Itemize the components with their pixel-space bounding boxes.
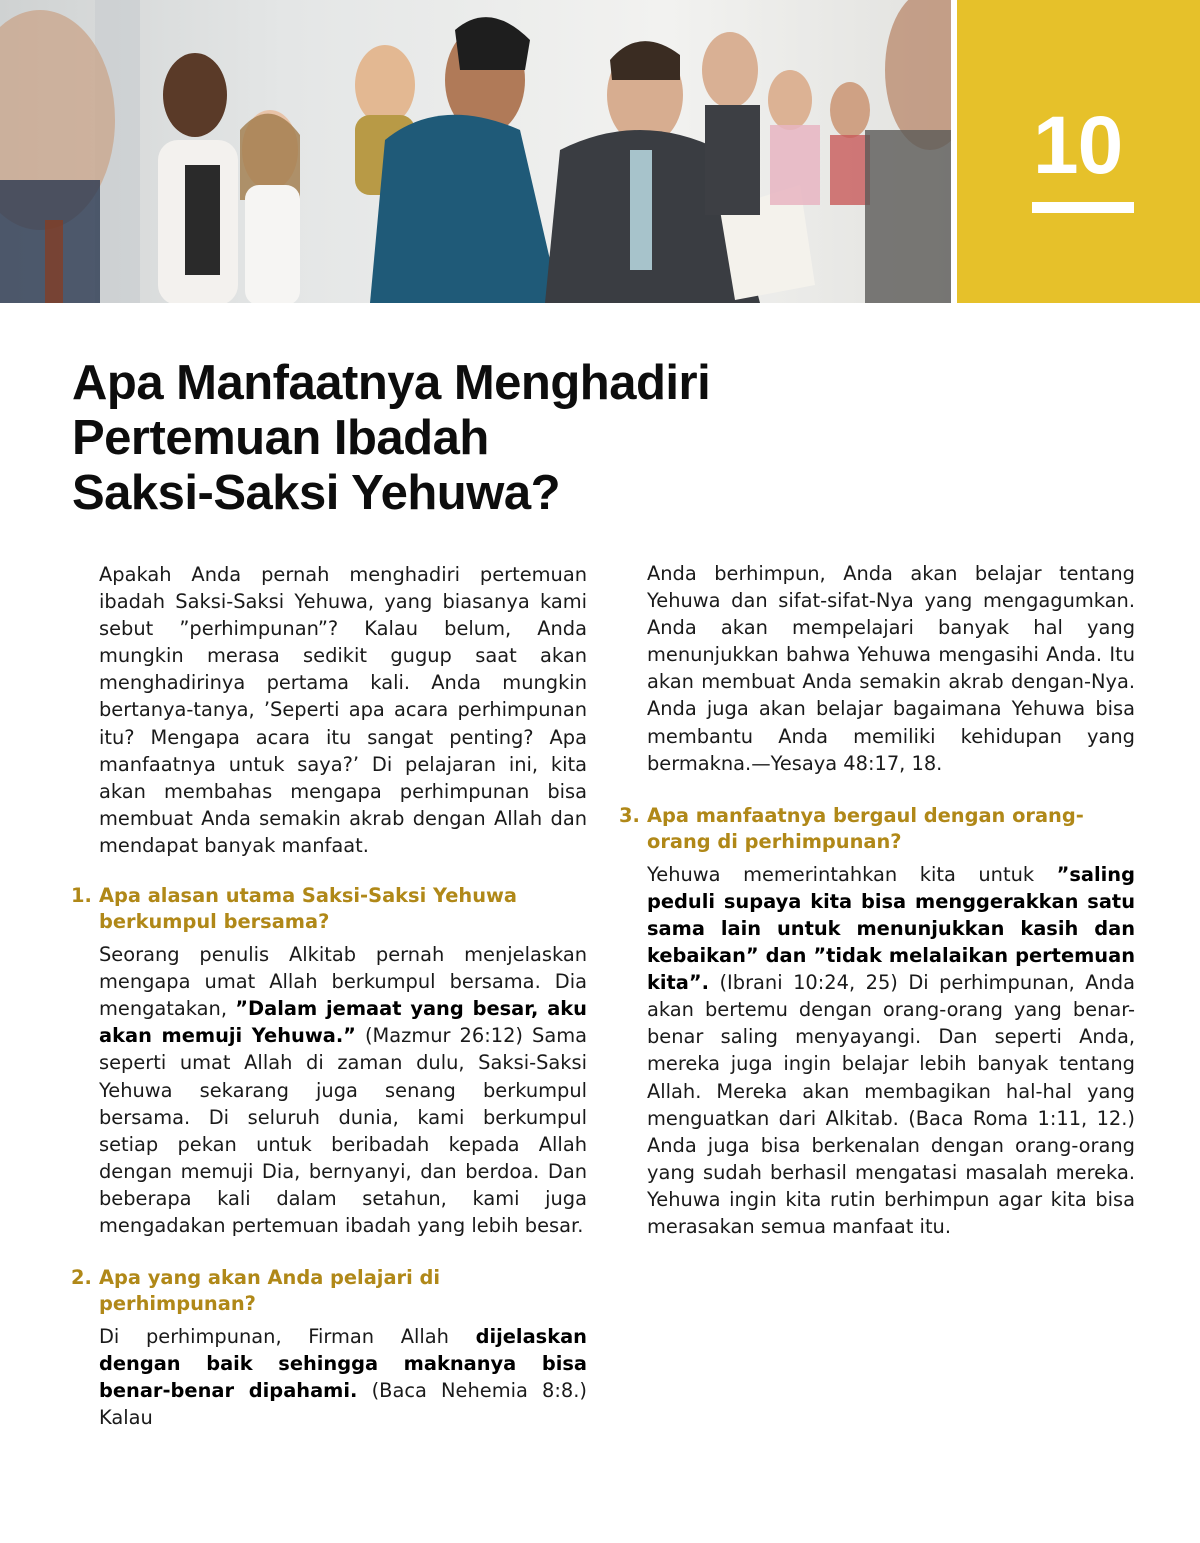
question-heading-2 [71, 1265, 587, 1317]
question-number: 1. [71, 884, 92, 908]
answer-paragraph-2 [99, 1323, 587, 1431]
congregation-photo [0, 0, 951, 303]
question-heading-3 [619, 803, 1135, 855]
question-text: Apa alasan utama Saksi-Saksi Yehuwa berkumpul bersama? [99, 884, 518, 934]
text-run: Di perhimpunan, Firman Allah [99, 1325, 476, 1349]
right-column [619, 560, 1135, 1240]
text-run: (Ibrani 10:24, 25) Di perhimpunan, Anda akan bertemu dengan orang-orang yang benar-benar saling menyayangi. Dan seperti Anda, mereka juga ingin belajar lebih banyak tentang Allah. Mereka akan membagikan hal-hal yang menguatkan dari Alkitab. (Baca Roma 1:11, 12.) Anda juga bisa berkenalan dengan orang-orang yang sudah berhasil mengatasi masalah mereka. Yehuwa ingin kita rutin berhimpun agar kita bisa merasakan semua manfaat itu. [647, 971, 1135, 1238]
intro-paragraph: Apakah Anda pernah menghadiri pertemuan ibadah Saksi-Saksi Yehuwa, yang biasanya kami sebut ”perhimpunan”? Kalau belum, Anda mungkin merasa sedikit gugup saat akan menghadirinya pertama kali. Anda mungkin bertanya-tanya, ’Seperti apa acara perhimpunan itu? Mengapa acara itu sangat penting? Apa manfaatnya untuk saya?’ Di pelajaran ini, kita akan membahas mengapa perhimpunan bisa membuat Anda semakin akrab dengan Allah dan mendapat banyak manfaat. [99, 563, 587, 857]
answer-paragraph-2-continued: Anda berhimpun, Anda akan belajar tentang Yehuwa dan sifat-sifat-Nya yang mengagumkan. Anda akan mempelajari banyak hal yang menunjukkan bahwa Yehuwa mengasihi Anda. Itu akan membuat Anda semakin akrab dengan-Nya. Anda juga akan belajar bagaimana Yehuwa bisa membantu Anda memiliki kehidupan yang bermakna.—Yesaya 48:17, 18. [647, 562, 1135, 775]
answer-paragraph-1 [99, 941, 587, 1239]
congregation-photo-icon [0, 0, 951, 303]
title-line: Pertemuan Ibadah [72, 411, 489, 465]
lesson-number: 10 [1033, 100, 1123, 191]
bold-phrase: dijelaskan dengan baik sehingga maknanya bisa benar-benar dipahami. [99, 1325, 587, 1403]
bold-quote: ”Dalam jemaat yang besar, aku akan memuji Yehuwa.” [99, 997, 587, 1048]
text-run: (Baca Nehemia 8:8.) Kalau [99, 1379, 587, 1430]
text-run: Yehuwa memerintahkan kita untuk [647, 862, 1057, 886]
question-text: Apa manfaatnya bergaul dengan orang-orang di perhimpunan? [647, 803, 1084, 853]
text-run: Seorang penulis Alkitab pernah menjelaskan mengapa umat Allah berkumpul bersama. Dia mengatakan, [99, 943, 587, 1021]
bold-quote: ”saling peduli supaya kita bisa menggerakkan satu sama lain untuk menunjukkan kasih dan kebaikan” dan ”tidak melalaikan pertemuan kita”. [647, 862, 1135, 995]
title-line: Apa Manfaatnya Menghadiri [72, 356, 711, 410]
answer-paragraph-3 [647, 861, 1135, 1240]
lesson-number-underline [1032, 202, 1134, 213]
lesson-number-badge [957, 0, 1200, 303]
question-heading-1 [71, 883, 587, 935]
page-title [72, 356, 872, 521]
question-number: 3. [619, 803, 640, 827]
title-line: Saksi-Saksi Yehuwa? [72, 466, 561, 520]
question-number: 2. [71, 1266, 92, 1290]
text-run: (Mazmur 26:12) Sama seperti umat Allah di zaman dulu, Saksi-Saksi Yehuwa sekarang juga senang berkumpul bersama. Di seluruh dunia, kami berkumpul setiap pekan untuk beribadah kepada Allah dengan memuji Dia, bernyanyi, dan berdoa. Dan beberapa kali dalam setahun, kami juga mengadakan pertemuan ibadah yang lebih besar. [99, 1024, 587, 1237]
left-column [71, 561, 587, 1431]
question-text: Apa yang akan Anda pelajari di perhimpunan? [99, 1266, 441, 1316]
